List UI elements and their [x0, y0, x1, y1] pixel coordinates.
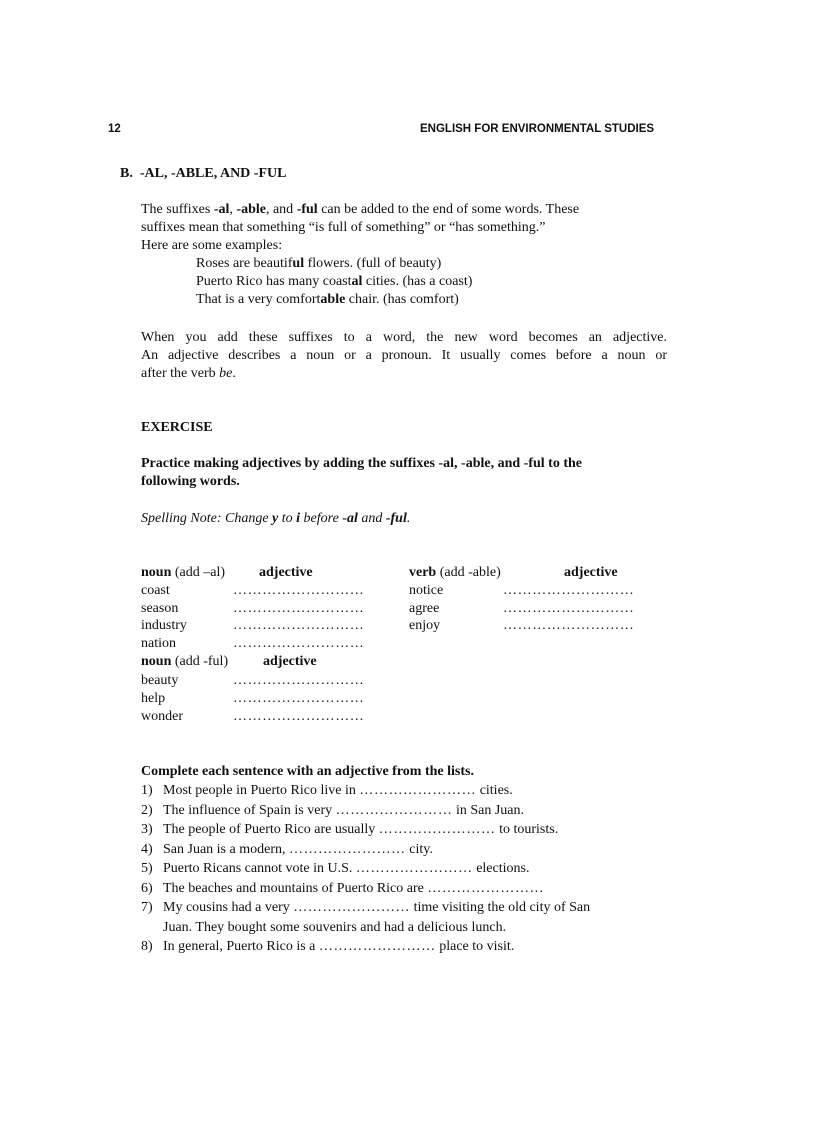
- sentence-text: The people of Puerto Rico are usually: [163, 822, 379, 837]
- text: after the verb: [141, 366, 220, 381]
- al-blank-1: ………………………: [233, 583, 365, 598]
- able-blank-1: ………………………: [503, 583, 635, 598]
- text: to: [278, 511, 297, 526]
- suffix-highlight: al: [351, 274, 363, 289]
- ful-blank-2: ………………………: [233, 691, 365, 706]
- answer-blank: ……………………: [318, 939, 436, 954]
- letter-i: i: [296, 511, 301, 526]
- sentence-item: [141, 859, 590, 879]
- answer-blank: ……………………: [355, 861, 473, 876]
- sentence-number: 2): [141, 802, 153, 818]
- text: cities. (has a coast): [362, 274, 473, 289]
- suffix-al: -al: [213, 202, 230, 217]
- note-line-2: An adjective describes a noun or a pronoun. It usually comes before a noun or: [141, 348, 667, 363]
- ful-list-header: [141, 653, 228, 671]
- text: , and: [265, 202, 297, 217]
- text: .: [406, 511, 411, 526]
- sentence-text: The influence of Spain is very: [163, 802, 336, 818]
- sentences-title: Complete each sentence with an adjective from the lists.: [141, 764, 474, 779]
- suffix-ful: -ful: [296, 202, 318, 217]
- sentence-text: Juan. They bought some souvenirs and had a delicious lunch.: [163, 919, 507, 935]
- text: flowers. (full of beauty): [304, 256, 442, 271]
- suffix-highlight: ul: [292, 256, 305, 271]
- sentence-number: 7): [141, 900, 153, 915]
- sentence-text-end: place to visit.: [435, 939, 515, 954]
- sentence-item: [141, 879, 590, 899]
- ful-word-3: wonder: [141, 709, 183, 724]
- sentence-text: Puerto Ricans cannot vote in U.S.: [163, 861, 356, 876]
- text: That is a very comfort: [196, 292, 321, 307]
- text: before: [300, 511, 343, 526]
- header-verb: verb: [409, 565, 437, 580]
- able-word-2: agree: [409, 601, 440, 616]
- text: Puerto Rico has many coast: [196, 274, 352, 289]
- sentence-item: [141, 801, 590, 821]
- sentence-number: 1): [141, 783, 153, 798]
- sentence-number: 3): [141, 822, 153, 837]
- answer-blank: ……………………: [359, 783, 477, 798]
- ful-blank-1: ………………………: [233, 673, 365, 688]
- able-blank-2: ………………………: [503, 601, 635, 616]
- sentence-item: [141, 918, 590, 938]
- able-word-3: enjoy: [409, 618, 441, 633]
- sentence-text-end: city.: [405, 841, 433, 857]
- sentence-item: [141, 820, 590, 840]
- header-rule: (add -able): [436, 565, 501, 580]
- al-list-adjective-header: adjective: [259, 565, 313, 580]
- answer-blank: ……………………: [293, 900, 411, 915]
- note-line-3: [141, 365, 667, 383]
- text: The suffixes: [141, 202, 214, 217]
- text: can be added to the end of some words. These: [317, 202, 580, 217]
- intro-line-1: [141, 201, 579, 219]
- al-word-4: nation: [141, 636, 176, 651]
- sentence-text-end: elections.: [472, 861, 530, 876]
- ful-word-1: beauty: [141, 673, 179, 688]
- suffix-able: -able: [236, 202, 266, 217]
- verb-be: be: [219, 366, 233, 381]
- text: and: [357, 511, 386, 526]
- instruction-line-1: Practice making adjectives by adding the suffixes -al, -able, and -ful to the: [141, 456, 582, 471]
- adjective-note: [141, 329, 667, 383]
- sentence-number: 8): [141, 939, 153, 954]
- sentence-text: The beaches and mountains of Puerto Rico are: [163, 880, 428, 896]
- text: .: [232, 366, 236, 381]
- intro-paragraph: [141, 201, 579, 309]
- example-1: [141, 255, 579, 273]
- section-title: B. -AL, -ABLE, AND -FUL: [120, 166, 287, 181]
- page-number: 12: [108, 123, 121, 135]
- sentence-item: [141, 937, 590, 957]
- answer-blank: ……………………: [335, 802, 453, 818]
- answer-blank: ……………………: [378, 822, 496, 837]
- sentence-number: 6): [141, 880, 153, 896]
- sentence-text: In general, Puerto Rico is a: [163, 939, 319, 954]
- sentence-text-end: in San Juan.: [452, 802, 524, 818]
- sentence-text: San Juan is a modern,: [163, 841, 289, 857]
- able-word-1: notice: [409, 583, 444, 598]
- able-blank-3: ………………………: [503, 618, 635, 633]
- al-list-header: [141, 564, 225, 582]
- running-title: ENGLISH FOR ENVIRONMENTAL STUDIES: [420, 123, 655, 135]
- able-list-adjective-header: adjective: [564, 565, 618, 580]
- exercise-instruction: [141, 455, 582, 491]
- header-noun: noun: [141, 654, 172, 669]
- ful-word-2: help: [141, 691, 166, 706]
- example-2: [141, 273, 579, 291]
- note-line-1: When you add these suffixes to a word, the new word becomes an adjective.: [141, 330, 667, 345]
- sentence-number: 4): [141, 841, 153, 857]
- text: ,: [229, 202, 237, 217]
- al-blank-2: ………………………: [233, 601, 365, 616]
- sentence-number: 5): [141, 861, 153, 876]
- header-rule: (add –al): [171, 565, 226, 580]
- intro-line-2: suffixes mean that something “is full of something” or “has something.”: [141, 220, 546, 235]
- header-rule: (add -ful): [171, 654, 229, 669]
- text: Spelling Note: Change: [141, 511, 273, 526]
- sentence-item: [141, 840, 590, 860]
- able-list-header: [409, 564, 501, 582]
- answer-blank: ……………………: [427, 880, 545, 896]
- al-word-2: season: [141, 601, 179, 616]
- suffix-ful: -ful: [385, 511, 407, 526]
- al-blank-3: ………………………: [233, 618, 365, 633]
- spelling-note: [141, 510, 410, 528]
- suffix-al: -al: [342, 511, 358, 526]
- text: Roses are beautif: [196, 256, 293, 271]
- sentence-item: [141, 781, 590, 801]
- al-word-3: industry: [141, 618, 187, 633]
- sentence-text-end: time visiting the old city of San: [410, 900, 591, 915]
- example-3: [141, 291, 579, 309]
- text: chair. (has comfort): [345, 292, 459, 307]
- instruction-line-2: following words.: [141, 474, 240, 489]
- sentence-text: Most people in Puerto Rico live in: [163, 783, 360, 798]
- ful-list-adjective-header: adjective: [263, 654, 317, 669]
- sentence-text: My cousins had a very: [163, 900, 294, 915]
- sentence-text-end: cities.: [476, 783, 513, 798]
- intro-line-3: Here are some examples:: [141, 238, 283, 253]
- letter-y: y: [272, 511, 279, 526]
- sentence-item: [141, 898, 590, 918]
- exercise-title: EXERCISE: [141, 420, 213, 435]
- sentence-text-end: to tourists.: [495, 822, 559, 837]
- answer-blank: ……………………: [288, 841, 406, 857]
- al-blank-4: ………………………: [233, 636, 365, 651]
- al-word-1: coast: [141, 583, 170, 598]
- header-noun: noun: [141, 565, 172, 580]
- suffix-highlight: able: [320, 292, 346, 307]
- sentence-list: [141, 781, 590, 957]
- ful-blank-3: ………………………: [233, 709, 365, 724]
